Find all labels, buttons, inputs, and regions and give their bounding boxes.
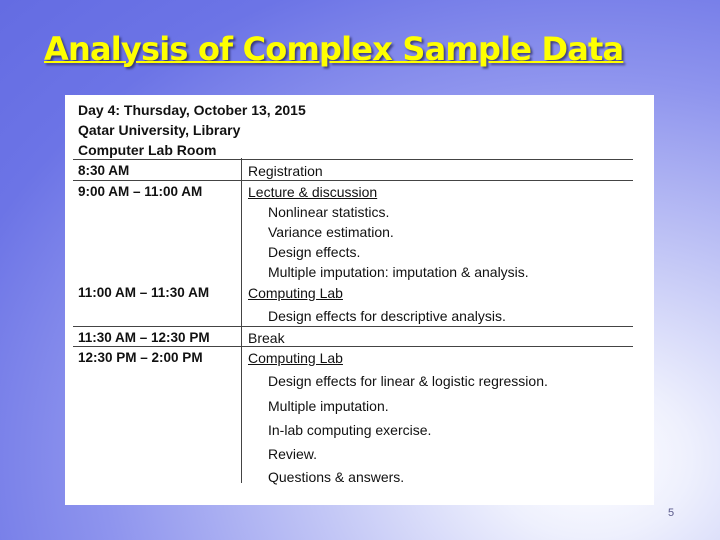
row-activity: Computing Lab <box>248 350 343 366</box>
table-column-divider <box>241 158 242 483</box>
row-item: Questions & answers. <box>268 469 405 485</box>
row-time: 9:00 AM – 11:00 AM <box>78 184 203 199</box>
row-item: Nonlinear statistics. <box>268 204 390 220</box>
row-item: Multiple imputation: imputation & analysis. <box>268 264 529 280</box>
table-rule <box>73 180 633 181</box>
schedule-day-heading: Day 4: Thursday, October 13, 2015 <box>78 102 306 118</box>
page-number: 5 <box>668 507 675 519</box>
row-time: 12:30 PM – 2:00 PM <box>78 350 203 365</box>
row-time: 8:30 AM <box>78 163 130 178</box>
row-time: 11:30 AM – 12:30 PM <box>78 330 210 345</box>
row-item: Multiple imputation. <box>268 398 389 414</box>
table-rule <box>73 326 633 327</box>
row-item: Design effects for linear & logistic regression. <box>268 373 548 389</box>
row-activity: Break <box>248 330 285 346</box>
table-rule <box>73 159 633 160</box>
row-activity: Lecture & discussion <box>248 184 378 200</box>
row-item: Variance estimation. <box>268 224 394 240</box>
row-item: Design effects. <box>268 244 361 260</box>
row-time: 11:00 AM – 11:30 AM <box>78 285 210 300</box>
row-item: Design effects for descriptive analysis. <box>268 308 506 324</box>
row-activity: Computing Lab <box>248 285 343 301</box>
schedule-room: Computer Lab Room <box>78 142 217 158</box>
row-activity: Registration <box>248 163 323 179</box>
schedule-venue: Qatar University, Library <box>78 122 241 138</box>
schedule-document <box>65 95 654 505</box>
slide-title: Analysis of Complex Sample Data <box>44 30 624 68</box>
row-item: Review. <box>268 446 318 462</box>
row-item: In-lab computing exercise. <box>268 422 432 438</box>
